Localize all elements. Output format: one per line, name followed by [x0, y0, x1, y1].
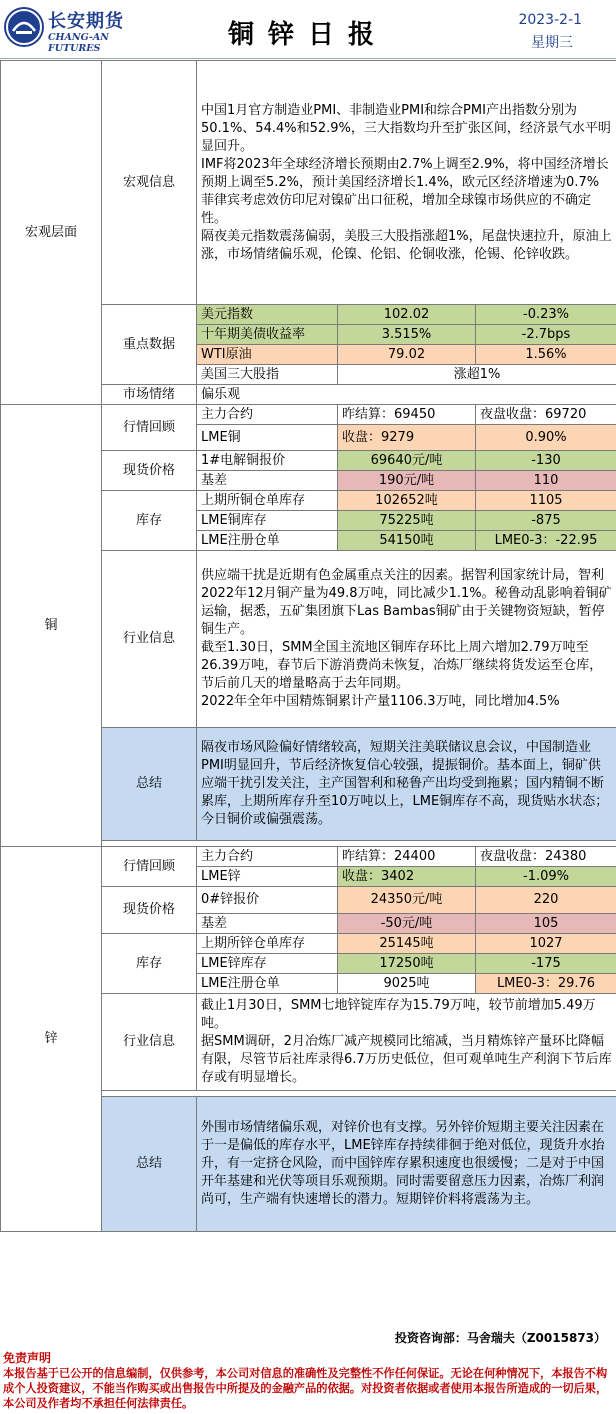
copper-main-night: 夜盘收盘：69720 — [476, 405, 616, 425]
report-table — [0, 60, 616, 1232]
key-data-value: 102.02 — [338, 305, 476, 325]
copper-stock-name: LME注册仓单 — [197, 531, 338, 551]
copper-review-label: 行情回顾 — [102, 405, 197, 451]
copper-basis-name: 基差 — [197, 471, 338, 491]
report-weekday: 星期三 — [531, 35, 573, 51]
key-data-name: 美国三大股指 — [197, 365, 338, 385]
key-data-label: 重点数据 — [102, 305, 197, 385]
copper-lme-name: LME铜 — [197, 425, 338, 451]
copper-industry-text — [197, 551, 616, 728]
zinc-basis-change: 105 — [476, 914, 616, 934]
zinc-basis-value: -50元/吨 — [338, 914, 476, 934]
key-data-name: WTI原油 — [197, 345, 338, 365]
copper-stock-change: -875 — [476, 511, 616, 531]
copper-industry-paragraph: 截至1.30日，SMM全国主流地区铜库存环比上周六增加2.79万吨至26.39万吨，春节后下游消费尚未恢复，冶炼厂继续将货发运至仓库，节后前几天的增量略高于去年同期。 — [201, 640, 603, 691]
zinc-review-label: 行情回顾 — [102, 847, 197, 887]
zinc-stock-value: 25145吨 — [338, 934, 476, 954]
key-data-value: 3.515% — [338, 325, 476, 345]
zinc-main-settle: 昨结算：24400 — [338, 847, 476, 867]
zinc-lme-close: 收盘：3402 — [338, 867, 476, 887]
zinc-main-night: 夜盘收盘：24380 — [476, 847, 616, 867]
zinc-stock-name: 上期所锌仓单库存 — [197, 934, 338, 954]
copper-stock-name: 上期所铜仓单库存 — [197, 491, 338, 511]
zinc-stock-label: 库存 — [102, 934, 197, 994]
report-header — [0, 0, 616, 59]
copper-spot-price: 69640元/吨 — [338, 451, 476, 471]
macro-info-paragraph: 中国1月官方制造业PMI、非制造业PMI和综合PMI产出指数分别为50.1%、54.4%和52.9%，三大指数均升至扩张区间，经济景气水平明显回升。 — [201, 102, 611, 154]
zinc-spot-name: 0#锌报价 — [197, 887, 338, 914]
report-title: 铜锌日报 — [227, 20, 388, 50]
key-data-combined: 涨超1% — [338, 365, 616, 385]
zinc-summary-text: 外围市场情绪偏乐观，对锌价也有支撑。另外锌价短期主要关注因素在于一是偏低的库存水平，LME锌库存持续徘徊于绝对低位，现货升水抬升，有一定挤仓风险，而中国锌库存累积速度也很缓慢；二是对于中国开年基建和光伏等项目乐观预期。同时需要留意压力因素，冶炼厂利润尚可，生产端有快速增长的潜力。短期锌价料将震荡为主。 — [197, 1097, 616, 1232]
copper-basis-change: 110 — [476, 471, 616, 491]
copper-section-label: 铜 — [1, 405, 102, 847]
copper-stock-change: LME0-3：-22.95 — [476, 531, 616, 551]
zinc-stock-name: LME注册仓单 — [197, 974, 338, 994]
copper-industry-paragraph: 2022年全年中国精炼铜累计产量1106.3万吨，同比增加4.5% — [201, 694, 560, 709]
zinc-stock-value: 9025吨 — [338, 974, 476, 994]
zinc-stock-change: 1027 — [476, 934, 616, 954]
key-data-change: 1.56% — [476, 345, 616, 365]
disclaimer-title: 免责声明 — [3, 1351, 52, 1365]
copper-summary-label: 总结 — [102, 728, 197, 841]
copper-summary-text: 隔夜市场风险偏好情绪较高，短期关注美联储议息会议，中国制造业PMI明显回升，节后经济恢复信心较强，提振铜价。基本面上，铜矿供应端干扰引发关注，主产国智利和秘鲁产出均受到拖累；国内精铜不断累库，上期所库存升至10万吨以上，LME铜库存不高，现货贴水状态；今日铜价或偏强震荡。 — [197, 728, 616, 841]
market-sentiment-label: 市场情绪 — [102, 385, 197, 405]
zinc-stock-value: 17250吨 — [338, 954, 476, 974]
macro-info-text — [197, 61, 616, 305]
key-data-change: -2.7bps — [476, 325, 616, 345]
zinc-summary-label: 总结 — [102, 1097, 197, 1232]
copper-industry-label: 行业信息 — [102, 551, 197, 728]
copper-basis-value: 190元/吨 — [338, 471, 476, 491]
zinc-lme-change: -1.09% — [476, 867, 616, 887]
key-data-change: -0.23% — [476, 305, 616, 325]
key-data-name: 十年期美债收益率 — [197, 325, 338, 345]
zinc-lme-name: LME锌 — [197, 867, 338, 887]
copper-lme-close: 收盘：9279 — [338, 425, 476, 451]
zinc-main-contract-row — [1, 847, 616, 867]
copper-main-contract-row — [1, 405, 616, 425]
logo-chinese-name: 长安期货 — [48, 11, 124, 32]
copper-spot-change: -130 — [476, 451, 616, 471]
copper-main-contract: 主力合约 — [197, 405, 338, 425]
zinc-stock-name: LME锌库存 — [197, 954, 338, 974]
macro-info-row — [1, 61, 616, 305]
zinc-industry-text — [197, 994, 616, 1091]
macro-info-paragraph: 隔夜美元指数震荡偏弱，美股三大股指涨超1%，尾盘快速拉升，原油上涨，市场情绪偏乐观，伦镍、伦铝、伦铜收涨，伦锡、伦锌收跌。 — [201, 228, 612, 262]
key-data-value: 79.02 — [338, 345, 476, 365]
market-sentiment-value: 偏乐观 — [197, 385, 616, 405]
copper-stock-name: LME铜库存 — [197, 511, 338, 531]
key-data-name: 美元指数 — [197, 305, 338, 325]
copper-industry-paragraph: 供应端干扰是近期有色金属重点关注的因素。据智利国家统计局，智利2022年12月铜产量为49.8万吨，同比减少1.1%。秘鲁动乱影响着铜矿运输，据悉，五矿集团旗下Las Bambas铜矿由于关键物资短缺，暂停铜生产。 — [201, 568, 612, 637]
macro-info-label: 宏观信息 — [102, 61, 197, 305]
zinc-stock-change: LME0-3：29.76 — [476, 974, 616, 994]
copper-stock-value: 102652吨 — [338, 491, 476, 511]
zinc-industry-paragraph: 据SMM调研，2月冶炼厂减产规模同比缩减，当月精炼锌产量环比降幅有限，尽管节后社库录得6.7万历史低位，但可观单吨生产利润下节后库存或有明显增长。 — [201, 1034, 612, 1085]
macro-info-paragraph: IMF将2023年全球经济增长预期由2.7%上调至2.9%，将中国经济增长预期上调至5.2%，预计美国经济增长1.4%，欧元区经济增速为0.7% — [201, 156, 609, 190]
zinc-industry-label: 行业信息 — [102, 994, 197, 1091]
zinc-spot-price: 24350元/吨 — [338, 887, 476, 914]
macro-info-paragraph: 菲律宾考虑效仿印尼对镍矿出口征税，增加全球镍市场供应的不确定性。 — [201, 192, 592, 226]
copper-spot-label: 现货价格 — [102, 451, 197, 491]
consultant-credit: 投资咨询部：马舍瑞夫（Z0015873） — [394, 1331, 606, 1345]
zinc-stock-change: -175 — [476, 954, 616, 974]
disclaimer-text: 本报告基于已公开的信息编制，仅供参考，本公司对信息的准确性及完整性不作任何保证。无论在何种情况下，本报告不构成个人投资建议，不能当作购买或出售报告中所提及的金融产品的依据。对投资者依据或者使用本报告所造成的一切后果，本公司及作者均不承担任何法律责任。 — [3, 1367, 608, 1410]
zinc-main-contract: 主力合约 — [197, 847, 338, 867]
macro-section-label: 宏观层面 — [1, 61, 102, 405]
zinc-spot-change: 220 — [476, 887, 616, 914]
copper-spot-name: 1#电解铜报价 — [197, 451, 338, 471]
copper-main-settle: 昨结算：69450 — [338, 405, 476, 425]
copper-stock-label: 库存 — [102, 491, 197, 551]
zinc-spot-label: 现货价格 — [102, 887, 197, 934]
zinc-industry-paragraph: 截止1月30日，SMM七地锌锭库存为15.79万吨，较节前增加5.49万吨。 — [201, 998, 596, 1031]
disclaimer — [3, 1351, 613, 1411]
copper-lme-change: 0.90% — [476, 425, 616, 451]
copper-stock-value: 75225吨 — [338, 511, 476, 531]
copper-stock-value: 54150吨 — [338, 531, 476, 551]
zinc-section-label: 锌 — [1, 847, 102, 1232]
logo-english-name: CHANG-AN FUTURES — [48, 32, 109, 54]
report-date: 2023-2-1 — [518, 12, 582, 28]
copper-stock-change: 1105 — [476, 491, 616, 511]
zinc-basis-name: 基差 — [197, 914, 338, 934]
